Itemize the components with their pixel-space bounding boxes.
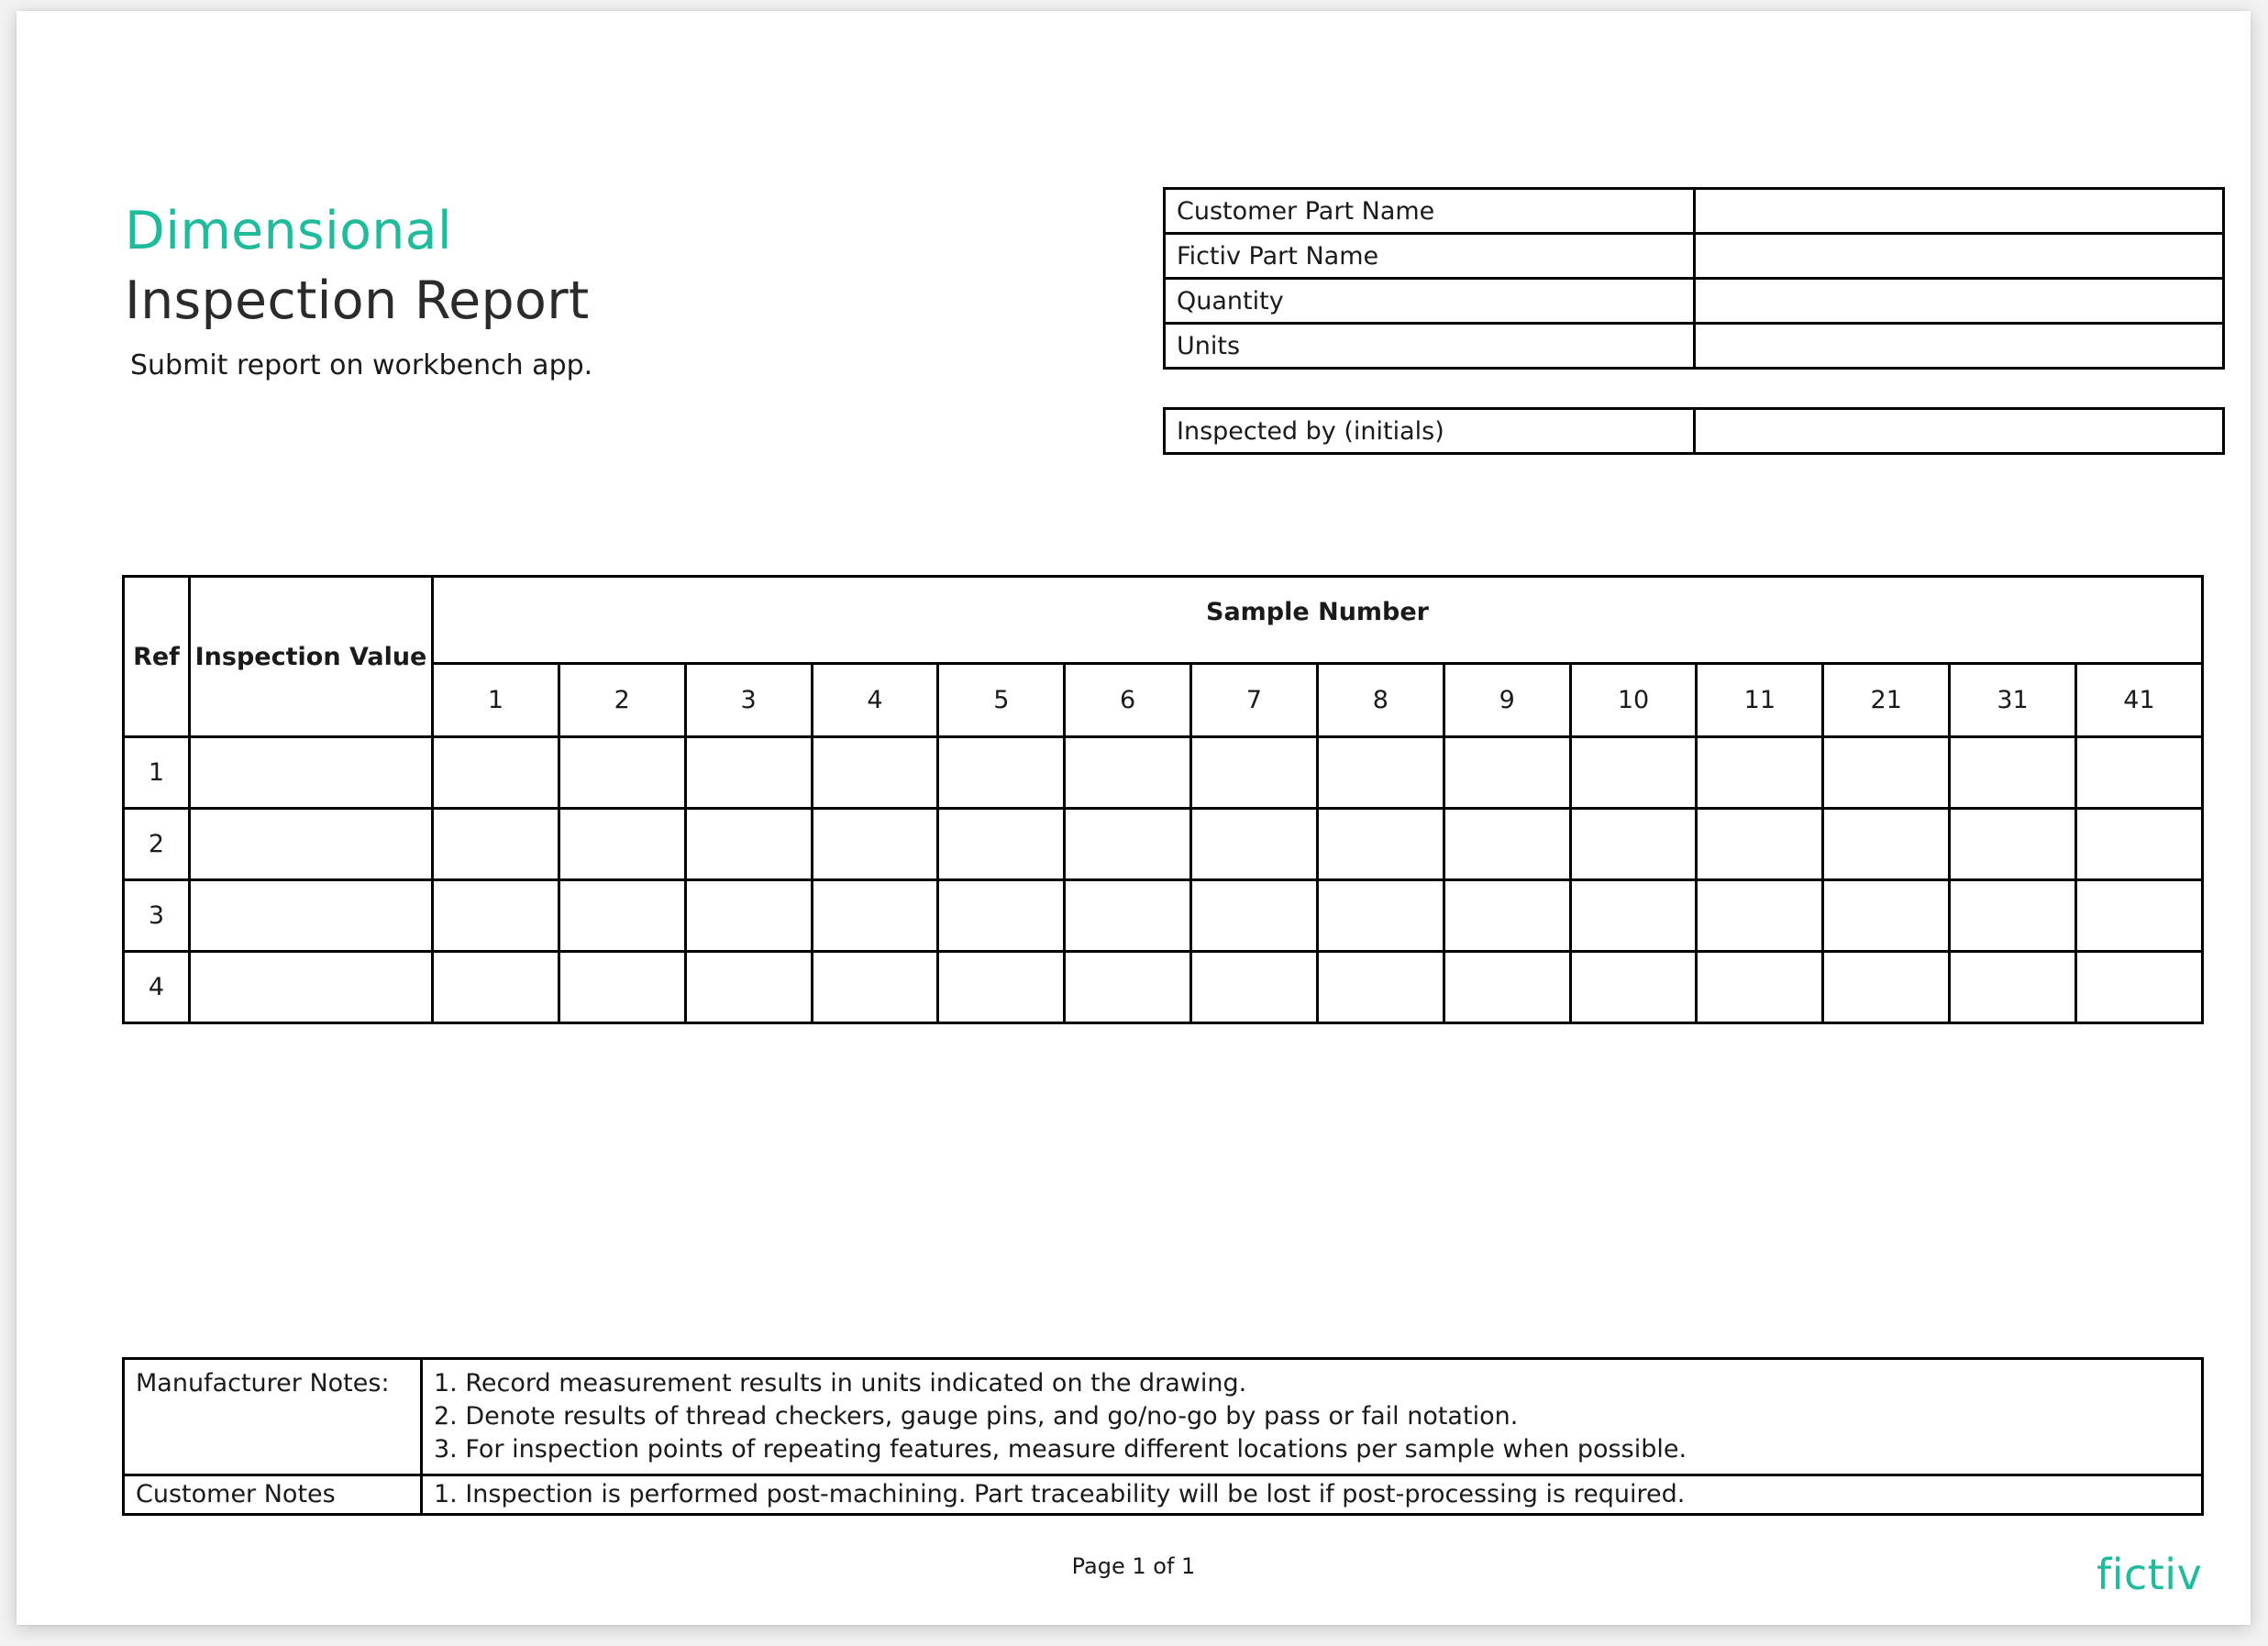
sample-value-cell[interactable] (433, 952, 559, 1023)
customer-part-name-field[interactable] (1694, 189, 2224, 234)
sample-value-cell[interactable] (1950, 737, 2076, 809)
sample-number-header-cell: 11 (1697, 664, 1823, 737)
sample-number-header-cell: 6 (1065, 664, 1191, 737)
sample-number-header-cell: 9 (1444, 664, 1570, 737)
units-field[interactable] (1694, 324, 2224, 369)
report-title-inspection-report: Inspection Report (125, 271, 590, 331)
sample-value-cell[interactable] (2075, 809, 2202, 880)
ref-cell: 2 (124, 809, 190, 880)
sample-value-cell[interactable] (1317, 880, 1444, 952)
sample-number-header-cell: 1 (433, 664, 559, 737)
inspection-table-body (124, 737, 2203, 1023)
notes-table (122, 1357, 2204, 1516)
customer-notes-row (124, 1475, 2203, 1515)
sample-value-cell[interactable] (685, 737, 812, 809)
sample-value-cell[interactable] (559, 880, 685, 952)
sample-value-cell[interactable] (1444, 737, 1570, 809)
ref-cell: 3 (124, 880, 190, 952)
fictiv-part-name-label: Fictiv Part Name (1165, 234, 1695, 279)
sample-value-cell[interactable] (812, 809, 938, 880)
sample-value-cell[interactable] (1065, 809, 1191, 880)
inspection-value-column-header: Inspection Value (190, 577, 433, 737)
sample-number-header-cell: 7 (1191, 664, 1318, 737)
inspected-by-field[interactable] (1694, 409, 2224, 454)
manufacturer-note-line: 3. For inspection points of repeating features, measure different locations per sample when possible. (434, 1435, 1687, 1464)
sample-value-cell[interactable] (1823, 880, 1950, 952)
sample-value-cell[interactable] (1317, 952, 1444, 1023)
report-title-dimensional: Dimensional (125, 201, 453, 261)
inspection-value-cell[interactable] (190, 952, 433, 1023)
inspection-table (122, 575, 2204, 1024)
sample-number-header: Sample Number (433, 577, 2203, 664)
inspected-by-label: Inspected by (initials) (1165, 409, 1695, 454)
manufacturer-notes-row (124, 1359, 2203, 1475)
sample-value-cell[interactable] (2075, 880, 2202, 952)
fictiv-part-name-row (1165, 234, 2224, 279)
inspected-by-row (1165, 409, 2224, 454)
sample-value-cell[interactable] (2075, 737, 2202, 809)
sample-value-cell[interactable] (1444, 880, 1570, 952)
sample-value-cell[interactable] (559, 737, 685, 809)
sample-value-cell[interactable] (1444, 952, 1570, 1023)
sample-value-cell[interactable] (1950, 952, 2076, 1023)
sample-value-cell[interactable] (1697, 880, 1823, 952)
sample-value-cell[interactable] (1697, 809, 1823, 880)
manufacturer-notes-label: Manufacturer Notes: (124, 1359, 422, 1475)
sample-number-header-cell: 3 (685, 664, 812, 737)
manufacturer-note-line: 1. Record measurement results in units indicated on the drawing. (434, 1369, 1247, 1397)
table-row (124, 809, 2203, 880)
sample-value-cell[interactable] (433, 880, 559, 952)
sample-value-cell[interactable] (1570, 809, 1697, 880)
customer-notes-label: Customer Notes (124, 1475, 422, 1515)
sample-value-cell[interactable] (433, 737, 559, 809)
sample-value-cell[interactable] (685, 880, 812, 952)
sample-value-cell[interactable] (1570, 952, 1697, 1023)
sample-value-cell[interactable] (1444, 809, 1570, 880)
sample-value-cell[interactable] (1823, 737, 1950, 809)
sample-value-cell[interactable] (1065, 952, 1191, 1023)
sample-value-cell[interactable] (1191, 737, 1318, 809)
sample-value-cell[interactable] (1065, 737, 1191, 809)
sample-value-cell[interactable] (938, 737, 1065, 809)
sample-number-header-cell: 10 (1570, 664, 1697, 737)
quantity-row (1165, 279, 2224, 324)
sample-value-cell[interactable] (1317, 737, 1444, 809)
sample-value-cell[interactable] (1950, 880, 2076, 952)
sample-value-cell[interactable] (938, 809, 1065, 880)
part-info-table (1163, 187, 2225, 370)
table-row (124, 880, 2203, 952)
sample-value-cell[interactable] (1697, 952, 1823, 1023)
sample-value-cell[interactable] (812, 880, 938, 952)
sample-value-cell[interactable] (1823, 952, 1950, 1023)
sample-value-cell[interactable] (938, 880, 1065, 952)
manufacturer-notes-text (422, 1359, 2203, 1475)
sample-value-cell[interactable] (1065, 880, 1191, 952)
quantity-label: Quantity (1165, 279, 1695, 324)
sample-value-cell[interactable] (812, 737, 938, 809)
sample-value-cell[interactable] (1697, 737, 1823, 809)
table-row (124, 952, 2203, 1023)
sample-number-header-cell: 8 (1317, 664, 1444, 737)
units-row (1165, 324, 2224, 369)
sample-value-cell[interactable] (1950, 809, 2076, 880)
sample-value-cell[interactable] (812, 952, 938, 1023)
sample-value-cell[interactable] (685, 809, 812, 880)
sample-value-cell[interactable] (1823, 809, 1950, 880)
sample-value-cell[interactable] (2075, 952, 2202, 1023)
inspection-header-row (124, 577, 2203, 664)
sample-number-header-cell: 5 (938, 664, 1065, 737)
ref-cell: 4 (124, 952, 190, 1023)
sample-number-header-cell: 2 (559, 664, 685, 737)
inspection-value-cell[interactable] (190, 880, 433, 952)
customer-note-line: 1. Inspection is performed post-machining. Part traceability will be lost if post-processing is required. (434, 1480, 1686, 1508)
ref-column-header: Ref (124, 577, 190, 737)
sample-value-cell[interactable] (685, 952, 812, 1023)
inspection-value-cell[interactable] (190, 809, 433, 880)
ref-cell: 1 (124, 737, 190, 809)
page-number: Page 1 of 1 (1071, 1553, 1196, 1579)
sample-value-cell[interactable] (938, 952, 1065, 1023)
sample-value-cell[interactable] (1191, 880, 1318, 952)
sample-number-header-cell: 21 (1823, 664, 1950, 737)
sample-value-cell[interactable] (1317, 809, 1444, 880)
sample-value-cell[interactable] (1570, 737, 1697, 809)
table-row (124, 737, 2203, 809)
sample-value-cell[interactable] (559, 809, 685, 880)
inspection-value-cell[interactable] (190, 737, 433, 809)
report-page (17, 11, 2251, 1625)
sample-number-header-cell: 31 (1950, 664, 2076, 737)
customer-part-name-label: Customer Part Name (1165, 189, 1695, 234)
sample-value-cell[interactable] (1570, 880, 1697, 952)
fictiv-logo: fictiv (2097, 1550, 2203, 1599)
inspector-table (1163, 407, 2225, 455)
sample-value-cell[interactable] (1191, 809, 1318, 880)
units-label: Units (1165, 324, 1695, 369)
fictiv-part-name-field[interactable] (1694, 234, 2224, 279)
manufacturer-note-line: 2. Denote results of thread checkers, gauge pins, and go/no-go by pass or fail notation. (434, 1402, 1519, 1431)
sample-value-cell[interactable] (1191, 952, 1318, 1023)
quantity-field[interactable] (1694, 279, 2224, 324)
report-subtitle: Submit report on workbench app. (130, 349, 593, 381)
sample-numbers-row (124, 664, 2203, 737)
customer-notes-text (422, 1475, 2203, 1515)
sample-number-header-cell: 4 (812, 664, 938, 737)
customer-part-name-row (1165, 189, 2224, 234)
sample-number-header-cell: 41 (2075, 664, 2202, 737)
sample-value-cell[interactable] (433, 809, 559, 880)
sample-value-cell[interactable] (559, 952, 685, 1023)
